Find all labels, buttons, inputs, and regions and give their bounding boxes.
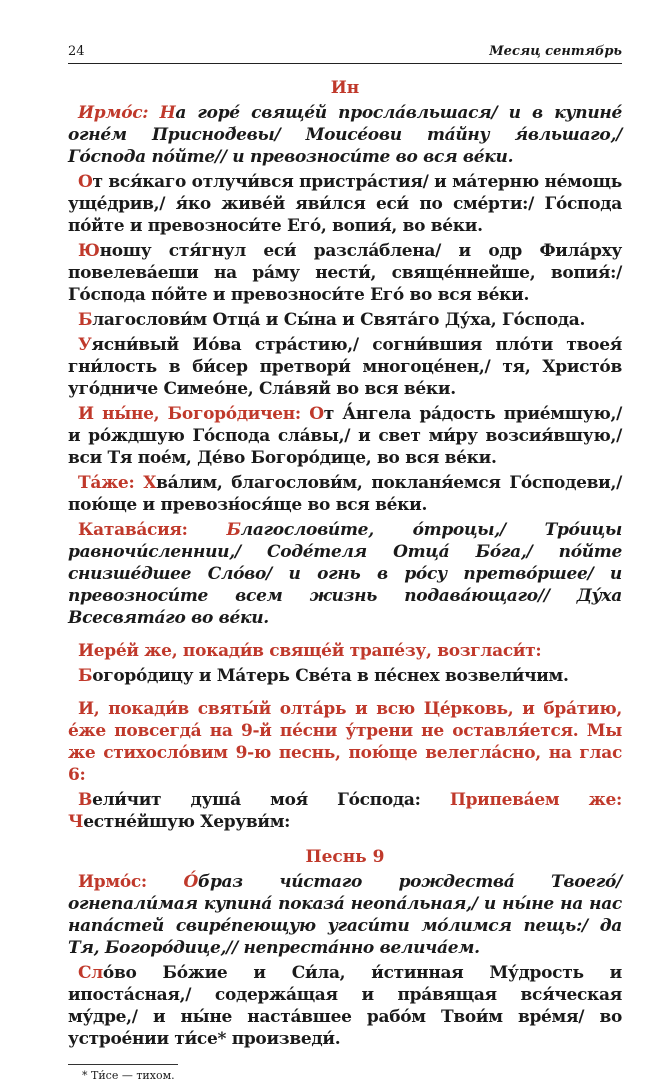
page: [68, 44, 622, 1082]
troparion-ode9-1: Сло́во Бо́жие и Си́ла, и́стинная Му́дрость и ипоста́сная,/ содержа́щая и пра́вящая вся́ческая му́дре,/ и ны́не наста́вшее рабо́м Твои́м вре́мя/ во устрое́нии ти́се* произведи́.: [68, 963, 622, 1049]
theotokion: И ны́не, Богоро́дичен: От А́нгела ра́дость прие́мшую,/ и ро́ждшую Го́спода сла́вы,/ и свет ми́ру возсия́вшую,/ вси Тя пое́м, Де́во Богоро́дице, во вся ве́ки.: [68, 404, 622, 468]
rubric-priest: Иере́й же, покади́в свяще́й трапе́зу, возгласи́т:: [78, 641, 542, 661]
troparion-2: Юношу стя́гнул еси́ разсла́блена/ и одр Фила́рху повелева́еши на ра́му нести́, свяще́ннейше, вопия́:/ Го́спода по́йте и превозноси́те Его́ во вся ве́ки.: [68, 241, 622, 305]
magnification: Богоро́дицу и Ма́терь Све́та в пе́снех возвели́чим.: [78, 666, 569, 686]
katavasia: Катава́сия: Благослови́те, о́троцы,/ Тро́ицы равночи́сленнии,/ Соде́теля Отца́ Бо́га,/ по́йте снизше́дшее Сло́во/ и огнь в ро́су претво́ршее/ и превозноси́те всем жизнь подава́ющаго// Ду́ха Всесвята́го во ве́ки.: [68, 520, 622, 628]
troparion-1: От вся́каго отлучи́вся пристра́стия/ и ма́терню не́мощь уще́дрив,/ я́ко живе́й яви́лся еси́ по сме́рти:/ Го́спода по́йте и превозноси́те Его́, вопия́, во ве́ки.: [68, 172, 622, 236]
irmos-ode8: Ирмо́с: На горе́ свяще́й просла́вльшася/ и в купине́ огне́м Приснод́евы/ Моисе́ови та́йну я́вльшаго,/ Го́спода по́йте// и превозноси́те во вся ве́ки.: [68, 103, 622, 167]
page-header: [68, 44, 622, 64]
irmos-ode9: Ирмо́с: О́браз чи́стаго рождества́ Твоего́/ огнепали́мая купина́ показа́ неопа́льная,/ и ны́не на нас напа́стей свире́пеющую угаси́ти мо́лимся пещь:/ да Тя, Богоро́дице,// непреста́нно велича́ем.: [68, 872, 623, 958]
magnificat-verse: Вели́чит душа́ моя́ Го́спода: Припева́ем же: Честне́йшую Херуви́м:: [68, 790, 622, 832]
ode9-title: Песнь 9: [305, 847, 385, 867]
page-number: 24: [68, 44, 85, 59]
footnote-divider: [68, 1064, 178, 1065]
running-title: Месяц сентябрь: [489, 44, 622, 59]
footnote: * Ти́се — тихом.: [82, 1069, 175, 1082]
troparion-3: Благослови́м Отца́ и Сы́на и Свята́го Ду́ха, Го́спода.: [78, 310, 586, 330]
canon-title: Ин: [330, 78, 360, 98]
taje-verse: Та́же: Хва́лим, благослови́м, покланя́емся Го́сподеви,/ пою́ще и превозн́ося́ще во вся ве́ки.: [68, 473, 622, 515]
troparion-4: Уясни́вый Ио́ва стра́стию,/ согни́вшия пло́ти твоея́ гни́лость в би́сер претвори́ многоце́нен,/ тя, Христо́в уго́дниче Симео́не, Сла́вяй во вся ве́ки.: [68, 335, 622, 399]
rubric-censing: И, покади́в святы́й олта́рь и всю Це́рковь, и бра́тию, е́же повсегда́ на 9-й пе́сни у́трени не оставля́ется. Мы же стихосло́вим 9-ю песнь, пою́ще велегла́сно, на глас 6:: [68, 699, 622, 785]
